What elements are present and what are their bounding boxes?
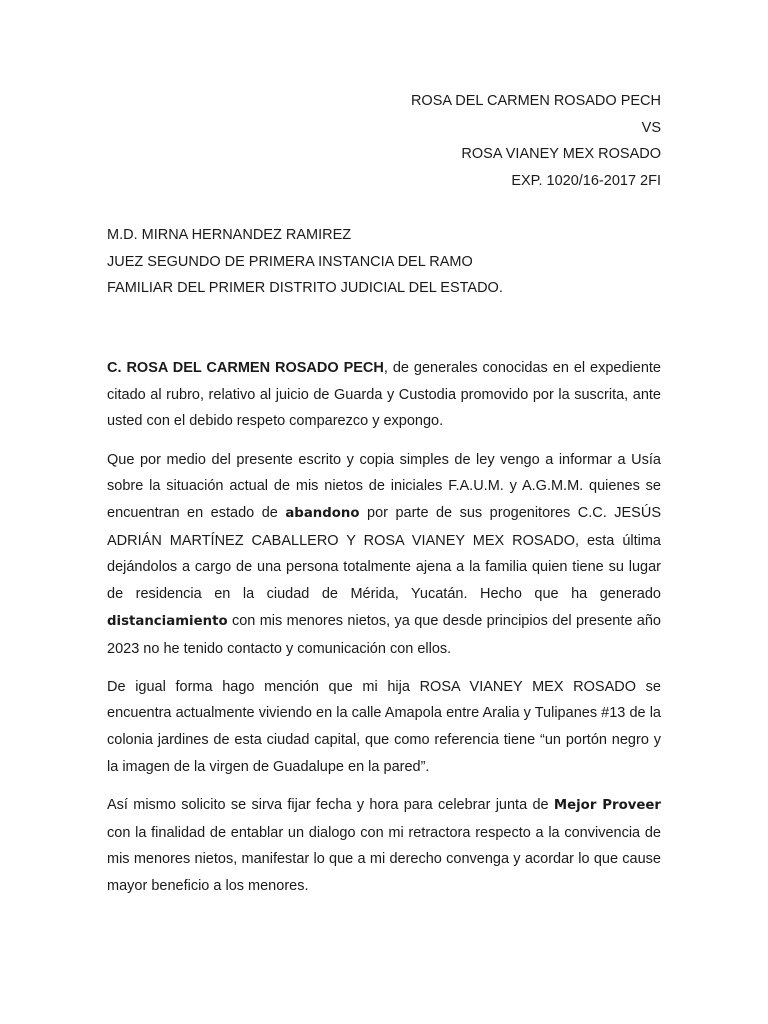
case-number: EXP. 1020/16-2017 2FI	[511, 173, 661, 190]
defendant-name: ROSA VIANEY MEX ROSADO	[461, 146, 661, 163]
addressee-name: M.D. MIRNA HERNANDEZ RAMIREZ	[107, 227, 352, 243]
petitioner-name: C. ROSA DEL CARMEN ROSADO PECH	[107, 360, 384, 376]
case-caption	[411, 88, 661, 195]
paragraph-request	[107, 792, 661, 900]
paragraph-intro-text: , de generales conocidas en el expediente citado al rubro, relativo al juicio de Guarda y Custodia promovido por la suscrita, ante usted con el debido respeto comparezco y expongo.	[107, 360, 661, 430]
paragraph-situation-text-c: con mis menores nietos, ya que desde principios del presente año 2023 no he tenido contacto y comunicación con ellos.	[107, 612, 661, 657]
paragraph-address-text: De igual forma hago mención que mi hija ROSA VIANEY MEX ROSADO se encuentra actualmente viviendo en la calle Amapola entre Aralia y Tulipanes #13 de la colonia jardines de esta ciudad capital, que como referencia tiene “un portón negro y la imagen de la virgen de Guadalupe en la pared”.	[107, 678, 661, 775]
emphasis-distanciamiento: distanciamiento	[107, 613, 228, 629]
addressee-block	[107, 222, 503, 302]
paragraph-situation-text-a: Que por medio del presente escrito y copia simples de ley vengo a informar a Usía sobre la situación actual de mis nietos de iniciales F.A.U.M. y A.G.M.M. quienes se encuentran en estado de	[107, 451, 661, 522]
addressee-court: FAMILIAR DEL PRIMER DISTRITO JUDICIAL DEL ESTADO.	[107, 280, 503, 297]
paragraph-request-text-a: Así mismo solicito se sirva fijar fecha y hora para celebrar junta de	[107, 797, 554, 814]
plaintiff-name: ROSA DEL CARMEN ROSADO PECH	[410, 93, 661, 109]
paragraph-situation-text-b: por parte de sus progenitores C.C. JESÚS ADRIÁN MARTÍNEZ CABALLERO Y ROSA VIANEY MEX ROSADO, esta última dejándolos a cargo de una persona totalmente ajena a la familia quien tiene su lugar de residencia en la ciudad de Mérida, Yucatán. Hecho que ha generado	[107, 505, 661, 603]
document-body	[107, 355, 661, 911]
emphasis-abandono: abandono	[285, 506, 360, 522]
addressee-title: JUEZ SEGUNDO DE PRIMERA INSTANCIA DEL RAMO	[107, 253, 473, 270]
paragraph-intro	[107, 355, 661, 435]
paragraph-address	[107, 674, 661, 781]
paragraph-request-text-b: con la finalidad de entablar un dialogo con mi retractora respecto a la convivencia de mis menores nietos, manifestar lo que a mi derecho convenga y acordar lo que cause mayor beneficio a los menores.	[107, 824, 661, 895]
paragraph-situation	[107, 447, 661, 663]
emphasis-mejor-proveer: Mejor Proveer	[553, 798, 661, 814]
versus-label: VS	[641, 119, 661, 136]
